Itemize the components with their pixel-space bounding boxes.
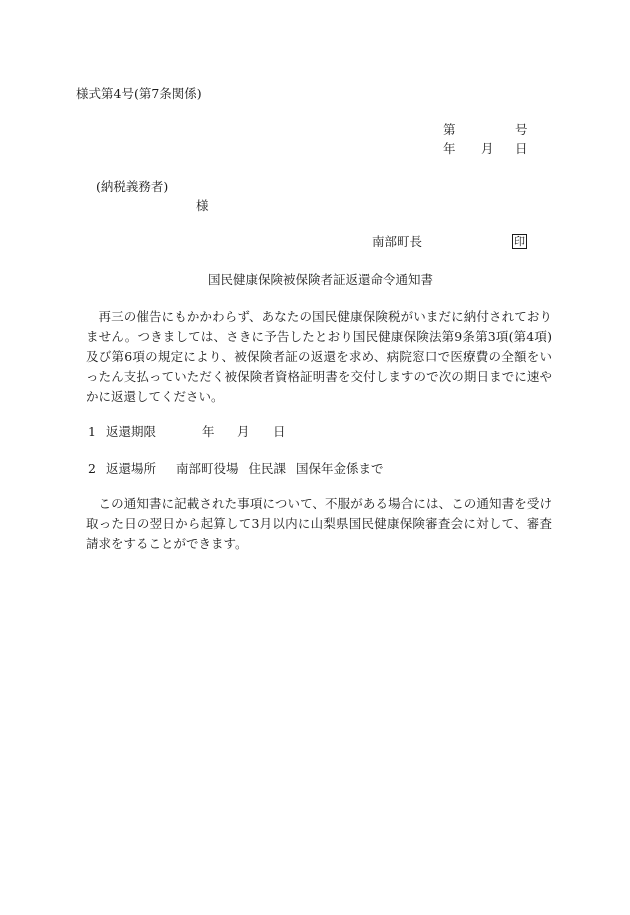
item-1-number: 1	[88, 424, 96, 439]
document-title: 国民健康保険被保険者証返還命令通知書	[208, 272, 434, 287]
form-number: 様式第4号(第7条関係)	[76, 86, 202, 101]
addressee-role: (納税義務者)	[96, 179, 169, 194]
addressee-honorific: 様	[196, 198, 209, 213]
appeal-notice-paragraph: この通知書に記載された事項について、不服がある場合には、この通知書を受け取った日の翌日から起算して3月以内に山梨県国民健康保険審査会に対して、審査請求をすることができます。	[86, 496, 552, 551]
document-number-suffix: 号	[515, 122, 528, 137]
date-day: 日	[515, 141, 528, 156]
item-2-number: 2	[88, 461, 96, 476]
seal-mark: 印	[514, 235, 525, 248]
item-1-month: 月	[237, 424, 250, 439]
item-2-value: 南部町役場 住民課 国保年金係まで	[176, 461, 384, 476]
date-year: 年	[443, 141, 456, 156]
body-paragraph: 再三の催告にもかかわらず、あなたの国民健康保険税がいまだに納付されておりません。つきましては、さきに予告したとおり国民健康保険法第9条第3項(第4項)及び第6項の規定により、被保険者証の返還を求め、病院窓口で医療費の全額をいったん支払っていただく被保険者資格証明書を交付しますので次の期日までに速やかに返還してください。	[86, 309, 552, 404]
item-1-day: 日	[273, 424, 286, 439]
item-2-label: 返還場所	[106, 461, 157, 476]
item-1-year: 年	[202, 424, 215, 439]
issuer-name: 南部町長	[372, 234, 423, 249]
date-month: 月	[481, 141, 494, 156]
item-1-label: 返還期限	[106, 424, 157, 439]
document-number-prefix: 第	[443, 122, 456, 137]
